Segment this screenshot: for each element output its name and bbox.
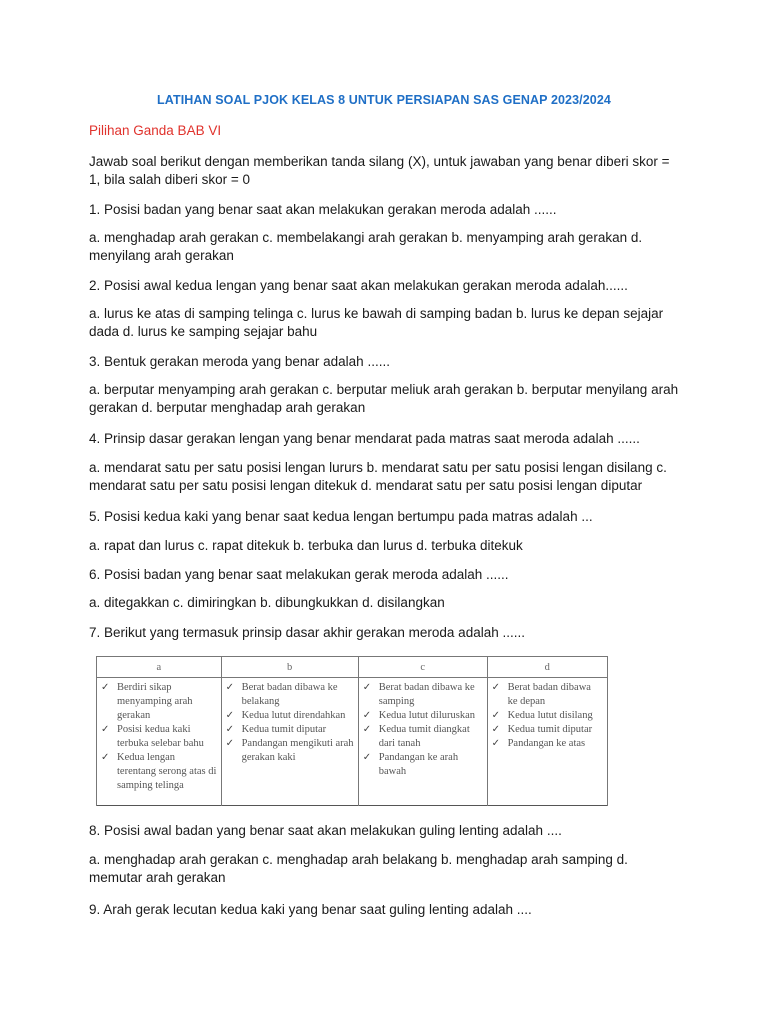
list-item: ✓ Pandangan ke arah bawah — [362, 752, 459, 777]
table-header: b — [221, 657, 358, 678]
question-7: 7. Berikut yang termasuk prinsip dasar akhir gerakan meroda adalah ...... — [89, 625, 525, 640]
question-5-options: a. rapat dan lurus c. rapat ditekuk b. terbuka dan lurus d. terbuka ditekuk — [89, 538, 523, 553]
table-cell-a — [97, 678, 222, 806]
table-cell-d — [487, 678, 607, 806]
table-row — [97, 678, 608, 806]
list-item: ✓ Posisi kedua kaki terbuka selebar bahu — [101, 724, 204, 749]
checkmark-icon: ✓ — [362, 710, 372, 721]
question-6: 6. Posisi badan yang benar saat melakukan gerak meroda adalah ...... — [89, 567, 509, 582]
list-item: ✓ Berat badan dibawa ke belakang — [225, 682, 338, 707]
list-item: ✓ Kedua lutut diluruskan — [362, 710, 475, 721]
list-item: ✓ Kedua tumit diputar — [225, 724, 327, 735]
question-1-options: a. menghadap arah gerakan c. membelakangi arah gerakan b. menyamping arah gerakan d. menyilang arah gerakan — [89, 230, 643, 263]
question-1: 1. Posisi badan yang benar saat akan melakukan gerakan meroda adalah ...... — [89, 202, 557, 217]
table-header: a — [97, 657, 222, 678]
question-3-options: a. berputar menyamping arah gerakan c. berputar meliuk arah gerakan b. berputar menyilang arah gerakan d. berputar menghadap arah gerakan — [89, 382, 679, 415]
checkmark-icon: ✓ — [491, 710, 500, 721]
table-cell-c — [358, 678, 487, 806]
list-item: ✓ Berat badan dibawa ke depan — [491, 682, 591, 707]
question-5: 5. Posisi kedua kaki yang benar saat kedua lengan bertumpu pada matras adalah ... — [89, 509, 593, 524]
table-header-row — [97, 657, 608, 678]
checkmark-icon: ✓ — [491, 724, 500, 735]
list-item: ✓ Kedua tumit diputar — [491, 724, 593, 735]
list-item: ✓ Kedua lutut direndahkan — [225, 710, 346, 721]
question-4-options: a. mendarat satu per satu posisi lengan lururs b. mendarat satu per satu posisi lengan disilang c. mendarat satu per satu posisi lengan ditekuk d. mendarat satu per satu posisi lengan diputar — [89, 460, 667, 493]
checkmark-icon: ✓ — [225, 682, 234, 693]
table-header: d — [487, 657, 607, 678]
question-8: 8. Posisi awal badan yang benar saat akan melakukan guling lenting adalah .... — [89, 823, 562, 838]
list-item: ✓ Kedua lengan terentang serong atas di samping telinga — [101, 752, 217, 791]
table-cell-b — [221, 678, 358, 806]
question-9: 9. Arah gerak lecutan kedua kaki yang benar saat guling lenting adalah .... — [89, 902, 532, 917]
question-2-options: a. lurus ke atas di samping telinga c. lurus ke bawah di samping badan b. lurus ke depan sejajar dada d. lurus ke samping sejajar bahu — [89, 306, 664, 339]
checkmark-icon: ✓ — [225, 724, 234, 735]
checkmark-icon: ✓ — [362, 682, 372, 693]
question-6-options: a. ditegakkan c. dimiringkan b. dibungkukkan d. disilangkan — [89, 595, 445, 610]
checkmark-icon: ✓ — [362, 724, 372, 735]
list-item: ✓ Berat badan dibawa ke samping — [362, 682, 475, 707]
checkmark-icon: ✓ — [101, 752, 110, 763]
table-header: c — [358, 657, 487, 678]
section-heading: Pilihan Ganda BAB VI — [89, 123, 222, 138]
checkmark-icon: ✓ — [362, 752, 372, 763]
question-4: 4. Prinsip dasar gerakan lengan yang benar mendarat pada matras saat meroda adalah ...... — [89, 431, 640, 446]
checkmark-icon: ✓ — [101, 682, 110, 693]
question-8-options: a. menghadap arah gerakan c. menghadap arah belakang b. menghadap arah samping d. memutar arah gerakan — [89, 852, 628, 885]
page-title: LATIHAN SOAL PJOK KELAS 8 UNTUK PERSIAPAN SAS GENAP 2023/2024 — [157, 93, 611, 107]
list-item: ✓ Berdiri sikap menyamping arah gerakan — [101, 682, 193, 721]
list-item: ✓ Pandangan mengikuti arah gerakan kaki — [225, 738, 354, 763]
question-3: 3. Bentuk gerakan meroda yang benar adalah ...... — [89, 354, 390, 369]
list-item: ✓ Kedua tumit diangkat dari tanah — [362, 724, 470, 749]
list-item: ✓ Kedua lutut disilang — [491, 710, 593, 721]
options-table — [96, 656, 608, 806]
list-item: ✓ Pandangan ke atas — [491, 738, 586, 749]
checkmark-icon: ✓ — [491, 682, 500, 693]
instructions: Jawab soal berikut dengan memberikan tanda silang (X), untuk jawaban yang benar diberi skor = 1, bila salah diberi skor = 0 — [89, 154, 670, 187]
question-2: 2. Posisi awal kedua lengan yang benar saat akan melakukan gerakan meroda adalah...... — [89, 278, 628, 293]
checkmark-icon: ✓ — [225, 738, 234, 749]
checkmark-icon: ✓ — [225, 710, 234, 721]
checkmark-icon: ✓ — [101, 724, 110, 735]
checkmark-icon: ✓ — [491, 738, 500, 749]
